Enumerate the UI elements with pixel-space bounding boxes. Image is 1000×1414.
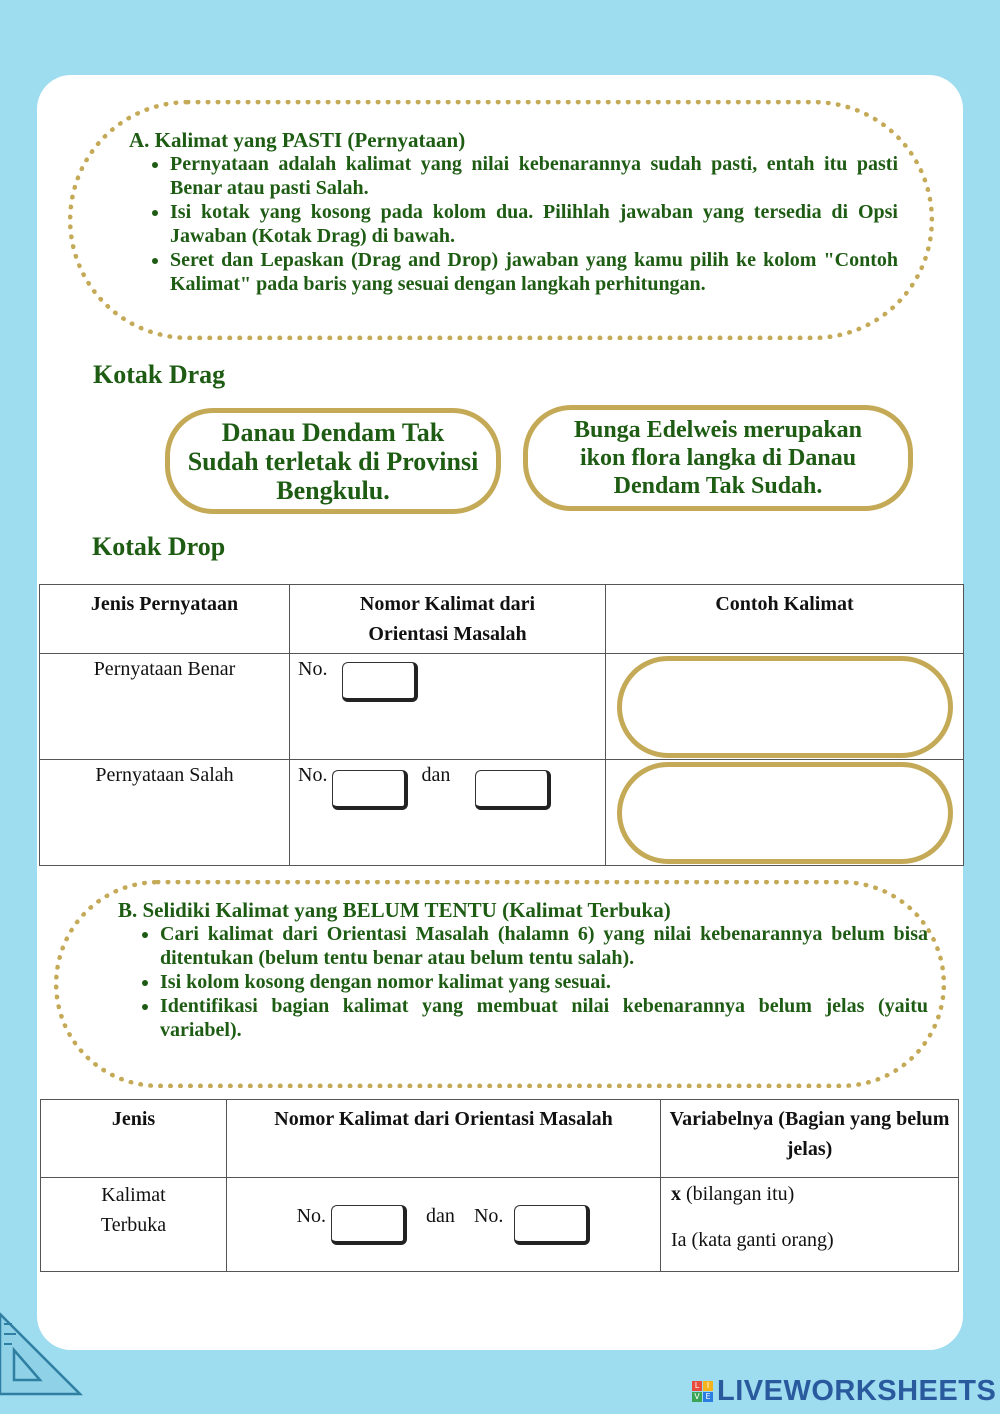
liveworksheets-logo[interactable]	[692, 1375, 996, 1408]
drop-cell-contoh-benar	[606, 654, 964, 760]
drag-item-bunga-edelweis[interactable]	[523, 405, 913, 511]
number-input-open-2[interactable]	[514, 1205, 590, 1245]
liveworksheets-mark-icon	[692, 1381, 713, 1402]
drop-cell-jenis-salah: Pernyataan Salah	[40, 760, 290, 866]
drop-row-salah	[40, 760, 964, 866]
mark-i: I	[703, 1381, 713, 1391]
variabel-x-desc: (bilangan itu)	[681, 1183, 795, 1205]
open-header-variabel: Variabelnya (Bagian yang belum jelas)	[661, 1100, 959, 1178]
variabel-ia: Ia (kata ganti orang)	[671, 1229, 834, 1251]
drop-cell-nomor-salah	[290, 760, 606, 866]
no-label-2: No.	[473, 1204, 504, 1227]
section-b-bullet-2: • Isi kolom kosong dengan nomor kalimat yang sesuai.	[160, 970, 928, 994]
drop-cell-nomor-benar	[290, 654, 606, 760]
number-input-open-1[interactable]	[331, 1205, 407, 1245]
section-b-list	[138, 922, 928, 1042]
mark-l: L	[692, 1381, 702, 1391]
drop-table	[39, 584, 964, 866]
drop-table-header-row	[40, 585, 964, 654]
drop-zone-salah[interactable]	[617, 762, 953, 864]
section-a-bullet-3: • Seret dan Lepaskan (Drag and Drop) jawaban yang kamu pilih ke kolom "Contoh Kalimat" pada baris yang sesuai dengan langkah perhitungan.	[170, 248, 898, 296]
kotak-drop-heading: Kotak Drop	[92, 532, 226, 561]
no-label: No.	[298, 658, 328, 680]
variabel-x-symbol: x	[671, 1183, 681, 1205]
no-label: No.	[298, 764, 328, 786]
set-square-icon	[0, 1310, 90, 1410]
section-b-title: B. Selidiki Kalimat yang BELUM TENTU (Kalimat Terbuka)	[118, 898, 671, 922]
drag-item-bunga-edelweis-text: Bunga Edelweis merupakan ikon flora langka di Danau Dendam Tak Sudah.	[573, 417, 863, 499]
open-cell-nomor	[227, 1178, 661, 1272]
dan-label: dan	[421, 764, 451, 786]
open-header-nomor: Nomor Kalimat dari Orientasi Masalah	[227, 1100, 661, 1178]
section-b-bullet-3: • Identifikasi bagian kalimat yang membuat nilai kebenarannya belum jelas (yaitu variabel).	[160, 994, 928, 1042]
drop-header-jenis: Jenis Pernyataan	[40, 585, 290, 654]
number-input-salah-1[interactable]	[332, 770, 408, 810]
section-a-title: A. Kalimat yang PASTI (Pernyataan)	[129, 128, 466, 152]
drop-header-contoh: Contoh Kalimat	[606, 585, 964, 654]
open-header-jenis: Jenis	[41, 1100, 227, 1178]
section-b-bullet-1: • Cari kalimat dari Orientasi Masalah (halamn 6) yang nilai kebenarannya belum bisa ditentukan (belum tentu benar atau belum tentu salah).	[160, 922, 928, 970]
drop-cell-contoh-salah	[606, 760, 964, 866]
drop-header-nomor: Nomor Kalimat dari Orientasi Masalah	[290, 585, 606, 654]
number-input-salah-2[interactable]	[475, 770, 551, 810]
no-label-1: No.	[296, 1204, 327, 1227]
open-cell-variabel	[661, 1178, 959, 1272]
open-sentence-table	[40, 1099, 959, 1272]
liveworksheets-text: LIVEWORKSHEETS	[717, 1375, 997, 1407]
mark-e: E	[703, 1392, 713, 1402]
drop-cell-jenis-benar: Pernyataan Benar	[40, 654, 290, 760]
section-a-bullet-1: • Pernyataan adalah kalimat yang nilai kebenarannya sudah pasti, entah itu pasti Benar atau pasti Salah.	[170, 152, 898, 200]
drop-row-benar	[40, 654, 964, 760]
drag-item-danau-bengkulu-text: Danau Dendam Tak Sudah terletak di Provinsi Bengkulu.	[187, 417, 479, 505]
dan-label: dan	[426, 1204, 455, 1227]
drag-item-danau-bengkulu[interactable]	[165, 408, 501, 514]
variabel-x	[671, 1182, 948, 1206]
section-a-bullet-2: • Isi kotak yang kosong pada kolom dua. Pilihlah jawaban yang tersedia di Opsi Jawaban (Kotak Drag) di bawah.	[170, 200, 898, 248]
section-a-list	[148, 152, 898, 296]
drop-zone-benar[interactable]	[617, 656, 953, 758]
open-table-header-row	[41, 1100, 959, 1178]
open-cell-jenis: Kalimat Terbuka	[41, 1178, 227, 1272]
open-table-row	[41, 1178, 959, 1272]
number-input-benar[interactable]	[342, 662, 418, 702]
mark-v: V	[692, 1392, 702, 1402]
kotak-drag-heading: Kotak Drag	[93, 360, 226, 389]
